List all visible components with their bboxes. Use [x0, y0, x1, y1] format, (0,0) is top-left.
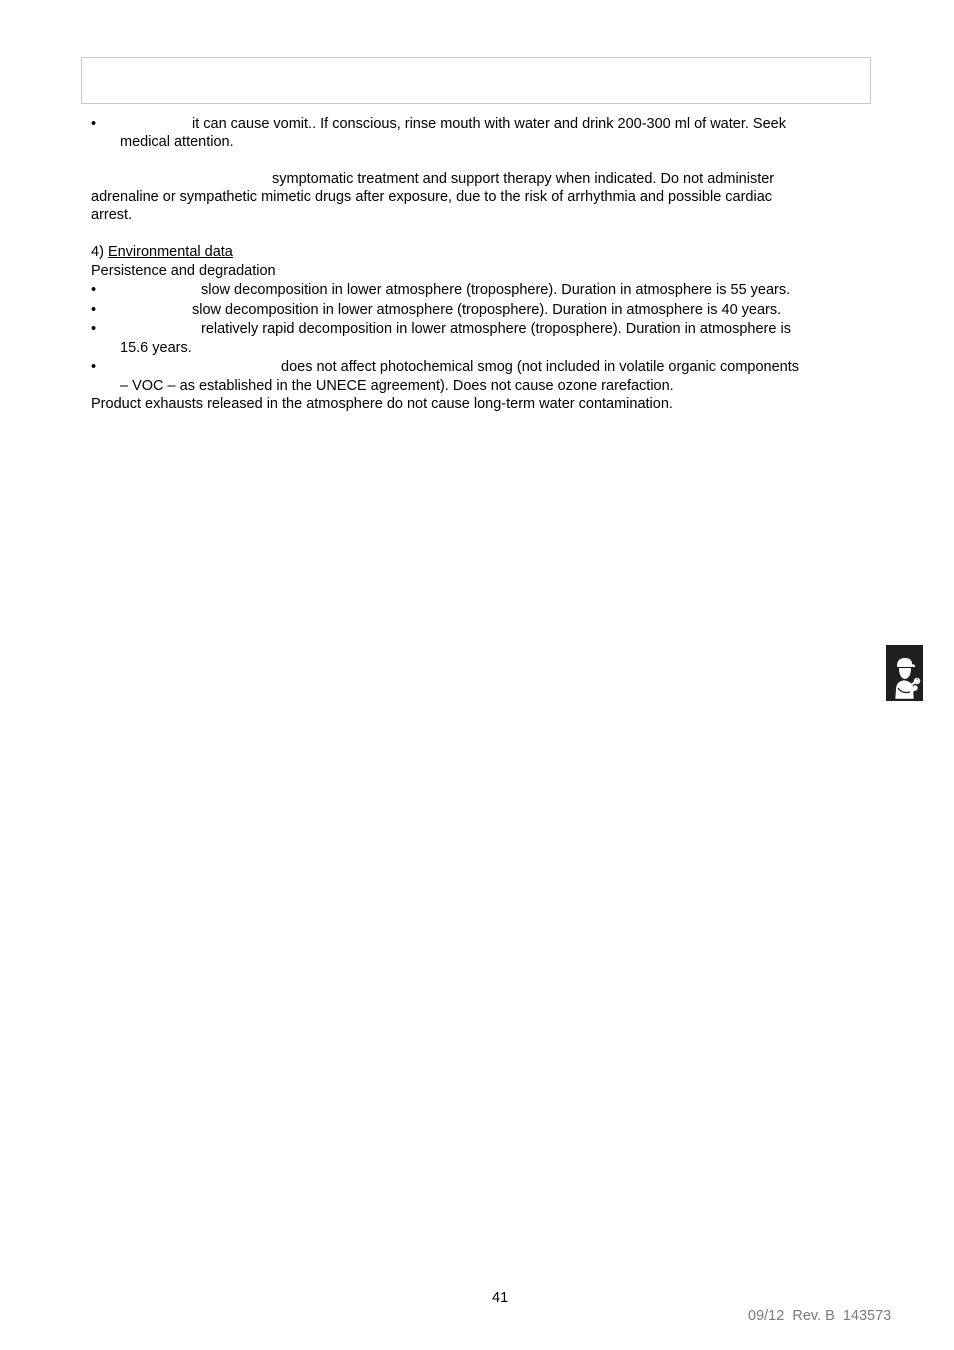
bullet-icon: • — [91, 321, 97, 337]
physician-note-line1: symptomatic treatment and support therapy when indicated. Do not administer — [272, 171, 775, 187]
subheading: Persistence and degradation — [91, 263, 276, 279]
revision-info: 09/12 Rev. B 143573 — [748, 1308, 892, 1324]
env-bullet-1: slow decomposition in lower atmosphere (troposphere). Duration in atmosphere is 55 years. — [201, 282, 791, 298]
env-bullet-4-line2: – VOC – as established in the UNECE agreement). Does not cause ozone rarefaction. — [120, 378, 674, 394]
page-number: 41 — [492, 1290, 509, 1306]
env-bullet-3-line1: relatively rapid decomposition in lower atmosphere (troposphere). Duration in atmosphere is — [201, 321, 791, 337]
section-number: 4) — [91, 244, 104, 260]
ingestion-text-line2: medical attention. — [120, 134, 234, 150]
physician-note-line2: adrenaline or sympathetic mimetic drugs after exposure, due to the risk of arrhythmia and possible cardiac — [91, 189, 773, 205]
closing-statement: Product exhausts released in the atmosphere do not cause long-term water contamination. — [91, 396, 673, 412]
section-heading — [91, 243, 233, 261]
env-bullet-2: slow decomposition in lower atmosphere (troposphere). Duration in atmosphere is 40 years. — [192, 302, 782, 318]
header-box — [81, 57, 871, 104]
env-bullet-4-line1: does not affect photochemical smog (not included in volatile organic components — [281, 359, 800, 375]
technician-with-wrench-icon — [886, 645, 923, 701]
bullet-icon: • — [91, 359, 97, 375]
physician-note-line3: arrest. — [91, 207, 133, 223]
section-side-tab — [886, 645, 923, 701]
section-title: Environmental data — [107, 244, 233, 260]
env-bullet-3-line2: 15.6 years. — [120, 340, 192, 356]
ingestion-text-line1: it can cause vomit.. If conscious, rinse mouth with water and drink 200-300 ml of water. Seek — [192, 116, 786, 132]
bullet-icon: • — [91, 302, 97, 318]
bullet-icon: • — [91, 116, 97, 132]
bullet-icon: • — [91, 282, 97, 298]
